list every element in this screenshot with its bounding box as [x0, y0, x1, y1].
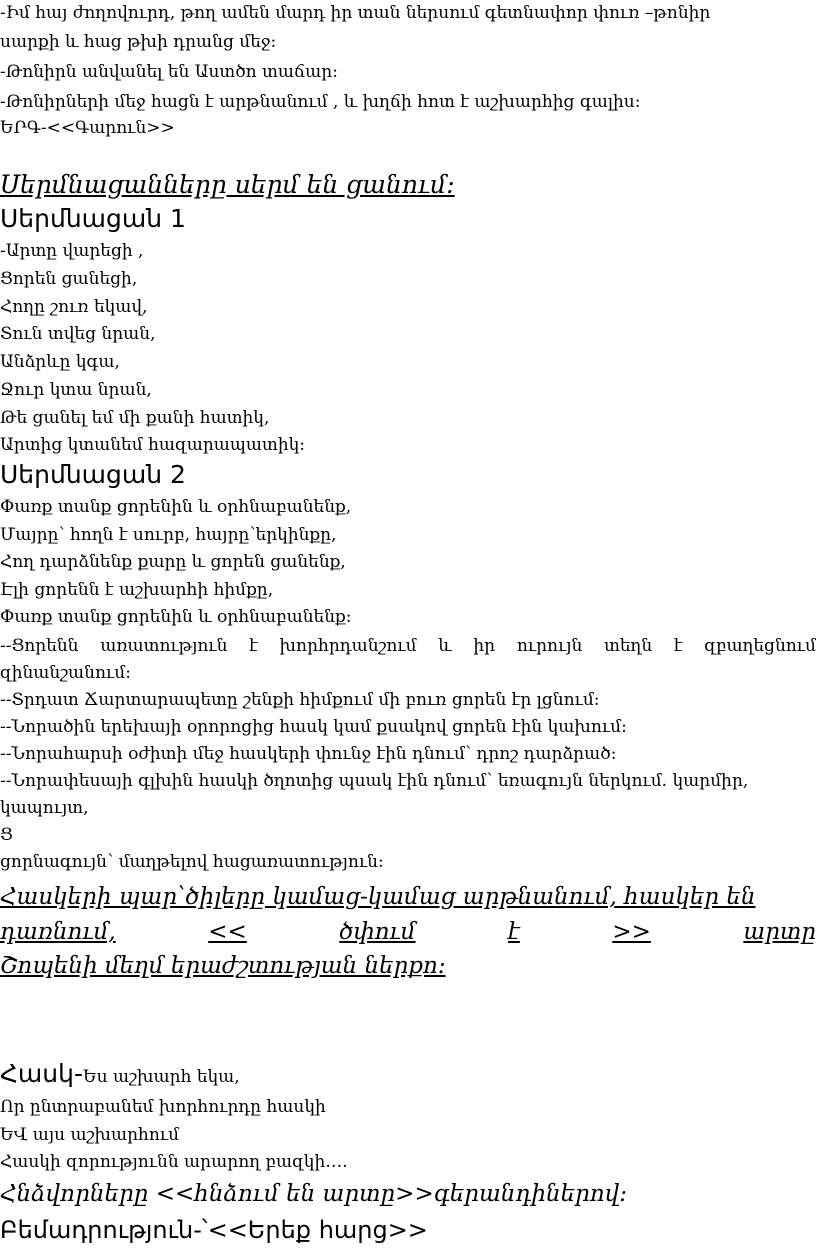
facts-line: զինանշանում:	[0, 663, 131, 683]
verse1-line: Ցորեն ցանեցի,	[0, 269, 138, 289]
verse1-line: Հողը շուռ եկավ,	[0, 297, 148, 317]
verse1-line: -Արտը վարեցի ,	[0, 241, 144, 261]
dance-line: Շոպենի մեղմ երաժշտության ներքո:	[0, 953, 446, 979]
hask-line: Որ ընտրաբանեմ խորհուրդը հասկի	[0, 1097, 326, 1117]
word: տեղն	[604, 636, 653, 656]
word: առատություն	[100, 636, 228, 656]
section-title: Սերմնացանները սերմ են ցանում:	[0, 170, 455, 199]
hask-line: ԵՎ այս աշխարհում	[0, 1125, 180, 1145]
word: ուրույն	[516, 636, 583, 656]
verse1-line: Տուն տվեց նրան,	[0, 324, 156, 344]
facts-line: --Նորածին երեխայի օրորոցից հասկ կամ քսակով ցորեն էին կախում:	[0, 717, 627, 737]
facts-line: --Տրդատ Ճարտարապետը շենքի հիմքում մի բուռ ցորեն էր լցնում:	[0, 690, 600, 710]
intro-line: -Թոնիրն անվանել են Աստծո տաճար:	[0, 62, 338, 82]
word: դառնում,	[0, 919, 116, 945]
word: --Ցորենն	[0, 636, 79, 656]
recital-line: Բեմադրություն-՝<<Երեք հարց>>	[0, 1216, 428, 1244]
facts-line: ցորնագույն՝ մաղթելով հացառատություն:	[0, 852, 384, 872]
verse2-line: Փառք տանք ցորենին և օրհնաբանենք,	[0, 497, 352, 517]
song-title: ԵՐԳ-<<Գարուն>>	[0, 118, 175, 138]
facts-justified-line	[0, 635, 816, 657]
verse2-line: Հող դարձնենք քարը և ցորեն ցանենք,	[0, 552, 346, 572]
verse2-line: Փառք տանք ցորենին և օրհնաբանենք:	[0, 607, 352, 627]
hask-line: Հասկի զորությունն արարող բազկի….	[0, 1152, 348, 1172]
intro-line: -Թոնիրների մեջ հացն է արթնանում , և խղճի հոտ է աշխարհից գալիս:	[0, 92, 641, 112]
verse2-line: Մայրը՝ հողն է սուրբ, հայրը՝երկինքը,	[0, 525, 337, 545]
word: խորհրդանշում	[279, 636, 417, 656]
dance-justified-line	[0, 918, 816, 946]
verse1-title: Սերմնացան 1	[0, 204, 186, 233]
harvesters-line: Հնձվորները <<հնձում են արտը>>գերանդիներով:	[0, 1181, 628, 1207]
word: է	[673, 636, 683, 656]
word: >>	[612, 919, 651, 945]
word: ծփում	[339, 919, 416, 945]
word: <<	[208, 919, 247, 945]
word: իր	[473, 636, 496, 656]
verse2-line: Էլի ցորենն է աշխարհի հիմքը,	[0, 580, 274, 600]
verse1-line: Թե ցանել եմ մի քանի հատիկ,	[0, 408, 270, 428]
word: է	[249, 636, 258, 656]
verse1-line: Արտից կտանեմ հազարապատիկ:	[0, 435, 306, 455]
hask-first-rest: Ես աշխարհ եկա,	[82, 1067, 240, 1087]
hask-first-line	[0, 1059, 240, 1092]
facts-line: --Նորափեսայի գլխին հասկի ծղոտից պսակ էին դնում՝ եռագույն ներկում. կարմիր,	[0, 771, 749, 791]
verse2-title: Սերմնացան 2	[0, 460, 186, 489]
facts-line: --Նորահարսի օժիտի մեջ հասկերի փունջ էին դնում՝ դրոշ դարձրած:	[0, 744, 617, 764]
word: զբաղեցնում	[704, 636, 816, 656]
facts-line: Ց	[0, 825, 13, 845]
intro-line: -Իմ հայ ժողովուրդ, թող ամեն մարդ իր տան ներսում գետնափոր փուռ –թոնիր	[0, 3, 711, 23]
word: է	[508, 919, 520, 945]
word: արտը	[743, 919, 816, 945]
verse1-line: Անձրևը կգա,	[0, 352, 120, 372]
word: և	[438, 636, 452, 656]
hask-lead: Հասկ-	[0, 1059, 83, 1088]
dance-line: Հասկերի պար՝ծիլերը կամաց-կամաց արթնանում, հասկեր են	[0, 884, 756, 910]
intro-line: սարքի և հաց թխի դրանց մեջ:	[0, 32, 277, 52]
verse1-line: Ջուր կտա նրան,	[0, 380, 152, 400]
facts-line: կապույտ,	[0, 798, 89, 818]
